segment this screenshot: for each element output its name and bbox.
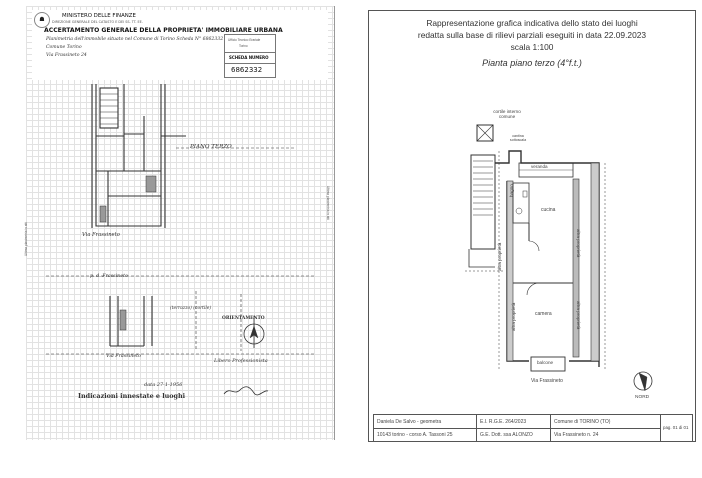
tb-via: Via Frassineto n. 24 [554,432,599,438]
label-veranda: veranda [531,164,548,169]
plan-line-1: Planimetria dell'immobile situato nel Comune di Torino Scheda N° 6862332 [46,37,224,42]
label-altra-proprieta-1: altra proprietà [576,229,581,258]
tb-page: pag. 01 di 01 [663,425,689,430]
tb-address: 10143 torino - corso A. Tassoni 25 [377,432,453,438]
label-bagno: bagno [509,184,514,197]
label-altra-proprieta-4: altra proprietà [497,242,502,271]
title-block [373,414,693,442]
label-altra-proprieta-3: altra proprietà [511,302,516,331]
schema-number: 6862332 [231,66,263,74]
label-cucina: cucina [541,207,556,213]
ministry-label: MINISTERO DELLE FINANZE [62,13,136,19]
caption-line-2: redatta sulla base di rilievi parziali eseguiti in data 22.09.2023 [417,30,647,40]
label-altra-proprieta-2: altra proprietà [576,301,581,330]
ministry-sub: DIREZIONE GENERALE DEL CATASTO E DEI SS. TT. EE. [52,20,143,24]
street-bottom: Via Frassineto [106,354,141,359]
plan-header [32,10,328,80]
historic-cadastral-plan [26,6,335,440]
plan-subtitle: Pianta piano terzo (4°f.t.) [482,58,582,68]
tb-ge: G.E. Dott. ssa ALONZO [480,432,533,438]
current-state-plan [368,10,696,442]
plan-via: Via Frassineto 24 [46,53,87,58]
label-camera: camera [535,311,552,317]
label-via: Via Frassineto [531,378,563,384]
piano-label: PIANO TERZO [190,144,232,150]
schema-label: SCHEDA NUMERO [229,55,269,60]
signature-note: Libero Professionista [214,358,268,364]
label-cantina: cantina sottoscala [509,134,527,142]
tb-comune: Comune di TORINO (TO) [554,419,611,425]
scheda-stamp [224,34,276,78]
handwritten-signature [222,384,270,396]
caption-scale: scala 1:100 [510,42,554,52]
date-note: data 27-1-1956 [144,382,183,388]
stamp-city: Torino [239,44,248,48]
street-top: Via Frassineto [82,232,120,238]
vertical-note-right: Ultima planimetria in atti [326,186,330,221]
emblem-icon: ☗ [34,12,50,28]
tb-rge: E.I. R.G.E. 264/2023 [480,419,527,425]
stamp-text: Ufficio Tecnico Erariale [228,38,261,42]
tb-geometra: Daniela De Salvo - geometra [377,419,442,425]
street-mid: p. d. Frassineto [90,274,128,279]
cortile-note: (terrazzo) (cortile) [170,306,212,311]
floor-plan [369,71,695,401]
label-cortile: cortile interno comune [493,109,521,119]
footer-note: Indicazioni innestate e luoghi [78,392,186,400]
plan-title: ACCERTAMENTO GENERALE DELLA PROPRIETA' IMMOBILIARE URBANA [44,27,283,34]
plan-comune: Comune Torino [46,45,82,50]
caption-line-1: Rappresentazione grafica indicativa dello stato dei luoghi [426,18,638,28]
label-nord: NORD [635,395,650,400]
vertical-note-left: Ultima planimetria in atti [24,221,28,256]
orientamento-label: ORIENTAMENTO [222,316,265,321]
label-balcone: balcone [537,360,554,365]
